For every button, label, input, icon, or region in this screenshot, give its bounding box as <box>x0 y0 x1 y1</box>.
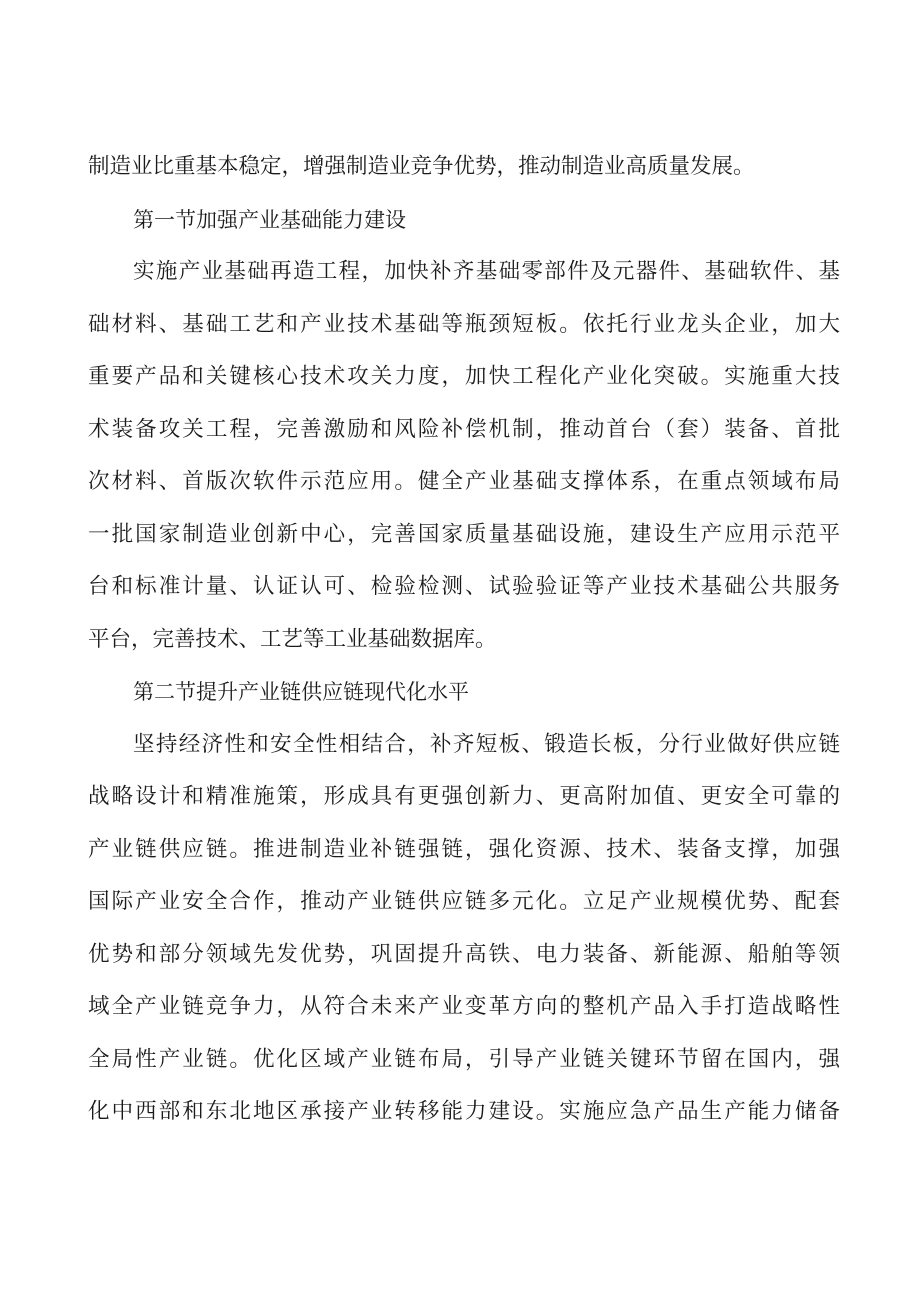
paragraph-line: 域全产业链竞争力，从符合未来产业变革方向的整机产品入手打造战略性 <box>88 994 840 1019</box>
paragraph-line: 术装备攻关工程，完善激励和风险补偿机制，推动首台（套）装备、首批 <box>88 416 840 442</box>
paragraph-line: 次材料、首版次软件示范应用。健全产业基础支撑体系，在重点领域布局 <box>88 469 840 494</box>
paragraph-line: 制造业比重基本稳定，增强制造业竞争优势，推动制造业高质量发展。 <box>88 154 755 179</box>
paragraph-line: 一批国家制造业创新中心，完善国家质量基础设施，建设生产应用示范平 <box>88 521 840 547</box>
document-page <box>88 141 840 1139</box>
paragraph-line: 国际产业安全合作，推动产业链供应链多元化。立足产业规模优势、配套 <box>88 889 840 914</box>
paragraph-line: 台和标准计量、认证认可、检验检测、试验验证等产业技术基础公共服务 <box>88 574 840 599</box>
paragraph-line: 化中西部和东北地区承接产业转移能力建设。实施应急产品生产能力储备 <box>88 1099 840 1124</box>
section-heading-1: 第一节加强产业基础能力建设 <box>133 207 406 232</box>
paragraph-line: 平台，完善技术、工艺等工业基础数据库。 <box>88 626 497 652</box>
paragraph-line: 础材料、基础工艺和产业技术基础等瓶颈短板。依托行业龙头企业，加大 <box>88 311 840 337</box>
paragraph-line: 优势和部分领域先发优势，巩固提升高铁、电力装备、新能源、船舶等领 <box>88 941 840 967</box>
paragraph-line: 战略设计和精准施策，形成具有更强创新力、更高附加值、更安全可靠的 <box>88 784 840 809</box>
section-heading-2: 第二节提升产业链供应链现代化水平 <box>133 680 469 704</box>
paragraph-line: 实施产业基础再造工程，加快补齐基础零部件及元器件、基础软件、基 <box>133 259 840 284</box>
paragraph-line: 产业链供应链。推进制造业补链强链，强化资源、技术、装备支撑，加强 <box>88 836 840 862</box>
paragraph-line: 全局性产业链。优化区域产业链布局，引导产业链关键环节留在国内，强 <box>88 1046 840 1072</box>
paragraph-line: 坚持经济性和安全性相结合，补齐短板、锻造长板，分行业做好供应链 <box>133 731 840 757</box>
paragraph-line: 重要产品和关键核心技术攻关力度，加快工程化产业化突破。实施重大技 <box>88 364 840 389</box>
